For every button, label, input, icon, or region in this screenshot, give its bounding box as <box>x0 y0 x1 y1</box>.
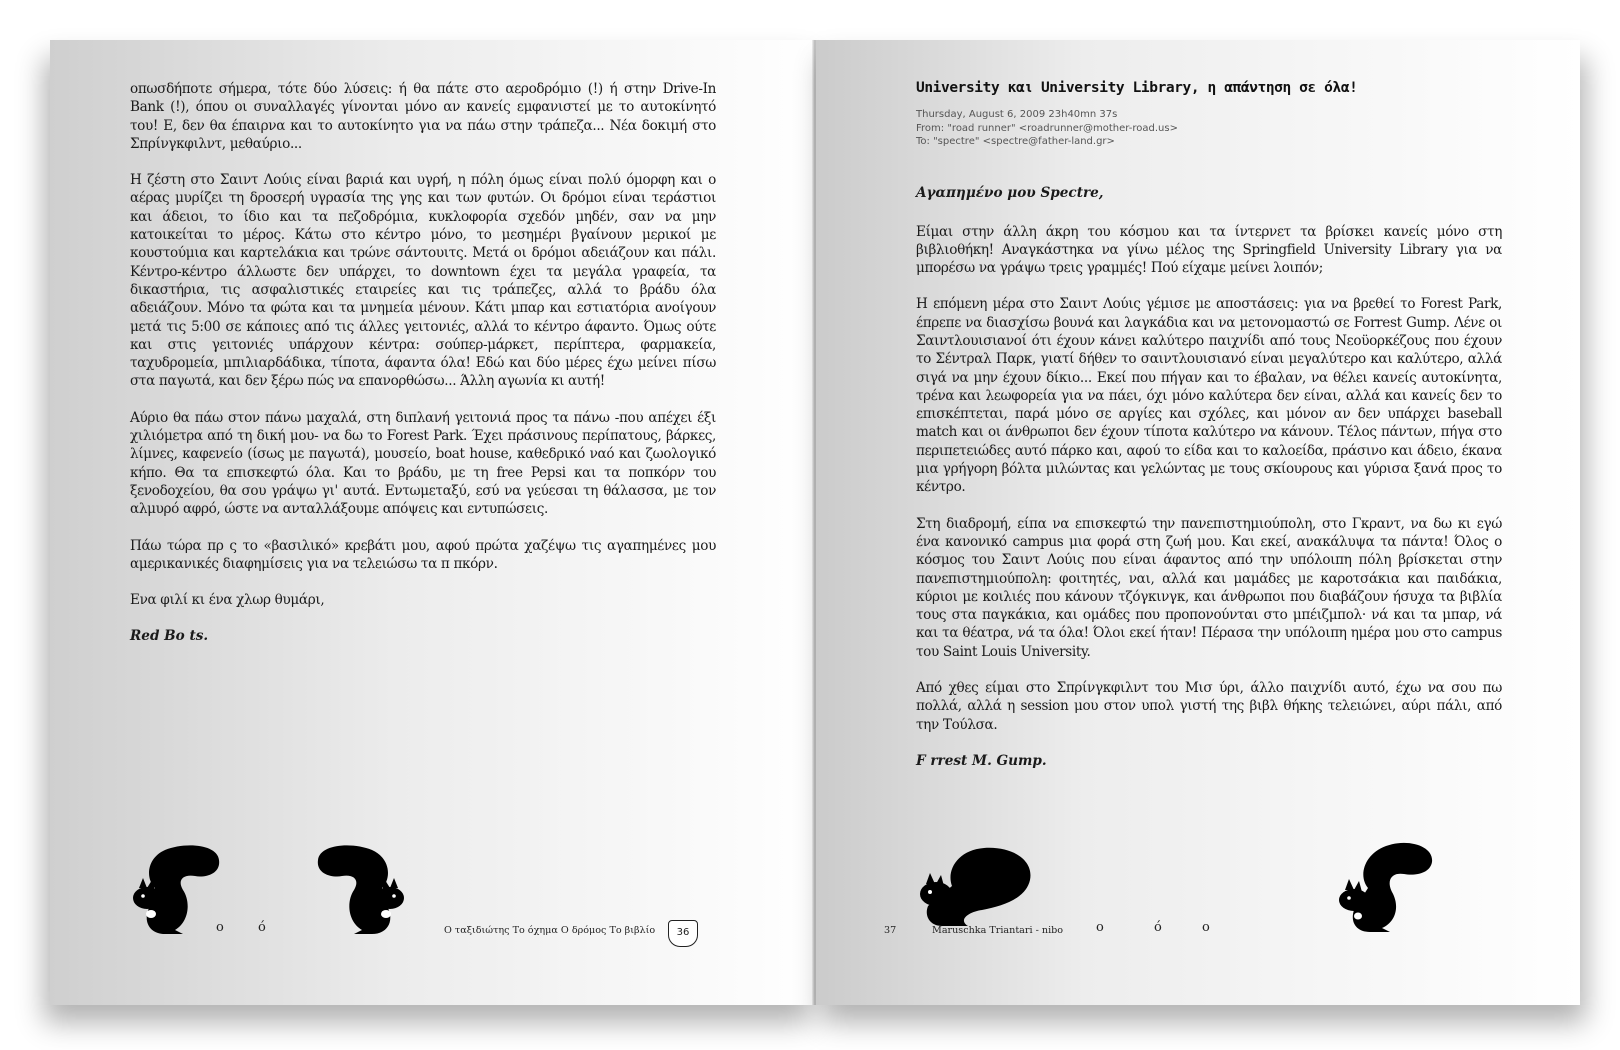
page-number: 37 <box>884 925 897 936</box>
footer-letter: ο <box>1096 920 1104 935</box>
left-paragraph-2: Η ζέστη στο Σαιντ Λούις είναι βαριά και υγρή, η πόλη όμως είναι πολύ όμορφη και ο αέρας μυρίζει τη δροσερή υγρασία της γης και των φυτών. Οι δρόμοι είναι τεράστιοι και άδειοι, το ίδιο και τα πεζοδρόμια, κυκλοφορία σχεδόν μηδέν, σαν να μην κατοικείται το μέρος. Κάτω στο κέντρο μόνο, το μεσημέρι βγαίνουν μερικοί με κουστούμια και καρτελάκια και τρώνε σάντουιτς. Μετά οι δρόμοι αδειάζουν και πάλι. Κέντρο-κέντρο άλλωστε δεν υπάρχει, το downtown έχει τα μεγάλα γραφεία, τα δικαστήρια, τις ασφαλιστικές εταιρείες και τις τράπεζες, αλλά το βράδυ όλα αδειάζουν. Μόνο τα φώτα και τα μνημεία μένουν. Κάτι μπαρ και εστιατόρια ανοίγουν μετά τις 5:00 σε κάποιες από τις άλλες γειτονιές, αλλά το κέντρο άφαντο. Όμως ούτε και στις γειτονιές υπάρχουν κέντρα: σούπερ-μάρκετ, περίπτερα, φαρμακεία, ταχυδρομεία, μπιλιαρδάδικα, τίποτα, άφαντα όλα! Εδώ και δύο μέρες έχω μείνει πίσω στα παγωτά, και δεν ξέρω πώς να επανορθώσω... Άλλη αγωνία κι αυτή! <box>130 172 716 390</box>
author-credit: Maruschka Triantari - nibo <box>932 925 1064 936</box>
left-paragraph-4: Πάω τώρα πρ ς το «βασιλικό» κρεβάτι μου, αφού πρώτα χαζέψω τις αγαπημένες μου αμερικανικές διαφημίσεις για να τελειώσω τα π πκόρν. <box>130 537 716 572</box>
page-number-badge: 36 <box>668 920 698 947</box>
left-paragraph-1: οπωσδήποτε σήμερα, τότε δύο λύσεις: ή θα πάτε στο αεροδρόμιο (!) ή στην Drive-In Bank (!), όπου οι συναλλαγές γίνονται μόνο αν κανείς εμφανιστεί με το αυτοκίνητό του! Ε, δεν θα έπαιρνα και το αυτοκίνητο για να πάω στην τράπεζα... Νέα δοκιμή στο Σπρίνγκφιλντ, μεθαύριο... <box>130 81 716 152</box>
email-header <box>916 108 1502 149</box>
right-page-text <box>916 80 1502 788</box>
footer-letter: ό <box>1154 920 1162 935</box>
letter-greeting: Αγαπημένο μου Spectre, <box>916 184 1104 201</box>
running-title: Ο ταξιδιώτης Το όχημα Ο δρόμος Το βιβλίο <box>444 925 656 936</box>
letter-title: University και University Library, η απάντηση σε όλα! <box>916 80 1358 96</box>
squirrel-icon <box>312 838 412 938</box>
footer-letter: ο <box>216 920 224 935</box>
email-date: Thursday, August 6, 2009 23h40mn 37s <box>916 109 1118 120</box>
left-signature: Red Bo ts. <box>130 628 209 645</box>
footer-letter: ό <box>258 920 266 935</box>
left-page <box>50 40 816 1005</box>
right-page <box>816 40 1580 1005</box>
left-paragraph-3: Αύριο θα πάω στον πάνω μαχαλά, στη διπλανή γειτονιά προς τα πάνω -που απέχει έξι χιλιόμετρα από τη δική μου- να δω το Forest Park. Έχει πράσινους περίπατους, βάρκες, λίμνες, καφενείο (ίσως με παγωτά), μουσείο, boat house, καθεδρικό ναό και ζωολογικό κήπο. Θα τα επισκεφτώ όλα. Και το βράδυ, με τη free Pepsi και τα ποπκόρν του ξενοδοχείου, θα σου γράψω γι' αυτά. Εντωμεταξύ, εσύ να γεύεσαι τη θάλασσα, με τον αλμυρό αφρό, ώστε να ανταλλάξουμε απόψεις και εντυπώσεις. <box>130 409 716 518</box>
squirrel-icon <box>912 840 1042 930</box>
squirrel-icon <box>125 838 225 938</box>
right-paragraph-1: Είμαι στην άλλη άκρη του κόσμου και τα ίντερνετ τα βρίσκει κανείς μόνο στη βιβλιοθήκη! Αναγκάστηκα να γίνω μέλος της Springfield University Library για να μπορέσω να γράψω τρεις γραμμές! Πού είχαμε μείνει λοιπόν; <box>916 223 1502 277</box>
right-paragraph-2: Η επόμενη μέρα στο Σαιντ Λούις γέμισε με αποστάσεις: για να βρεθεί το Forest Park, έπρεπε να διασχίσω βουνά και λαγκάδια και να μετονομαστώ σε Forrest Gump. Λένε οι Σαιντλουισιανοί ότι έχουν κάνει καλύτερο παιχνίδι από τους Νεοϋορκέζους που έχουν το Σέντραλ Παρκ, γιατί δήθεν το σαιντλουισιανό είναι μεγαλύτερο και καλύτερο, αλλά σιγά να μην έχουν δίκιο... Εκεί που πήγαν και το έβαλαν, να θέλει κανείς αυτοκίνητα, τρένα και λεωφορεία για να πάει, όχι μόνο καλύτερα δεν είναι, αλλά και κανείς δεν το επισκέπτεται, παρά μόνο σε αργίες και σχόλες, και μόνον αν δεν υπάρχει baseball match και οι άνθρωποι δεν έχουν τίποτα καλύτερο να κάνουν. Τέλος πάντων, πήγα στο περιπετειώδες αυτό πάρκο και, αφού το είδα και το καλοείδα, πράσινο και άδειο, έκανα μια γρήγορη βόλτα μιλώντας και γελώντας με τους σκίουρους και γύρισα ξανά προς το κέντρο. <box>916 296 1502 496</box>
left-paragraph-5: Ενα φιλί κι ένα χλωρ θυμάρι, <box>130 592 325 609</box>
squirrel-icon <box>1334 838 1438 934</box>
email-to: To: "spectre" <spectre@father-land.gr> <box>916 136 1115 147</box>
footer-letter: ο <box>1202 920 1210 935</box>
right-paragraph-4: Από χθες είμαι στο Σπρίνγκφιλντ του Μισ ύρι, άλλο παιχνίδι αυτό, έχω να σου πω πολλά, αλλά η session μου στον υπολ γιστή της βιβλ θήκης τελειώνει, αύρι πάλι, από την Τούλσα. <box>916 680 1502 733</box>
right-signature: F rrest M. Gump. <box>916 752 1047 769</box>
right-paragraph-3: Στη διαδρομή, είπα να επισκεφτώ την πανεπιστημιούπολη, στο Γκραντ, να δω κι εγώ ένα κανονικό campus μια φορά στη ζωή μου. Και εκεί, ανακάλυψα τα πάντα! Όλος ο κόσμος του Σαιντ Λούις που είναι άφαντος από την υπόλοιπη πόλη βρίσκεται στην πανεπιστημιούπολη: φοιτητές, ναι, αλλά και μαμάδες με καροτσάκια και παιδάκια, κύριοι με κοιλιές που κάνουν τζόγκινγκ, και άνθρωποι που διαβάζουν ήσυχα τα βιβλία τους στα παγκάκια, και ομάδες που προπονούνται στο μπέιζμπολ· νά και τα μπαρ, νά και τα θέατρα, νά τα όλα! Όλοι εκεί ήταν! Πέρασα την υπόλοιπη ημέρα μου στο campus του Saint Louis University. <box>916 515 1502 660</box>
email-from: From: "road runner" <roadrunner@mother-road.us> <box>916 122 1178 134</box>
left-page-text <box>130 80 716 664</box>
